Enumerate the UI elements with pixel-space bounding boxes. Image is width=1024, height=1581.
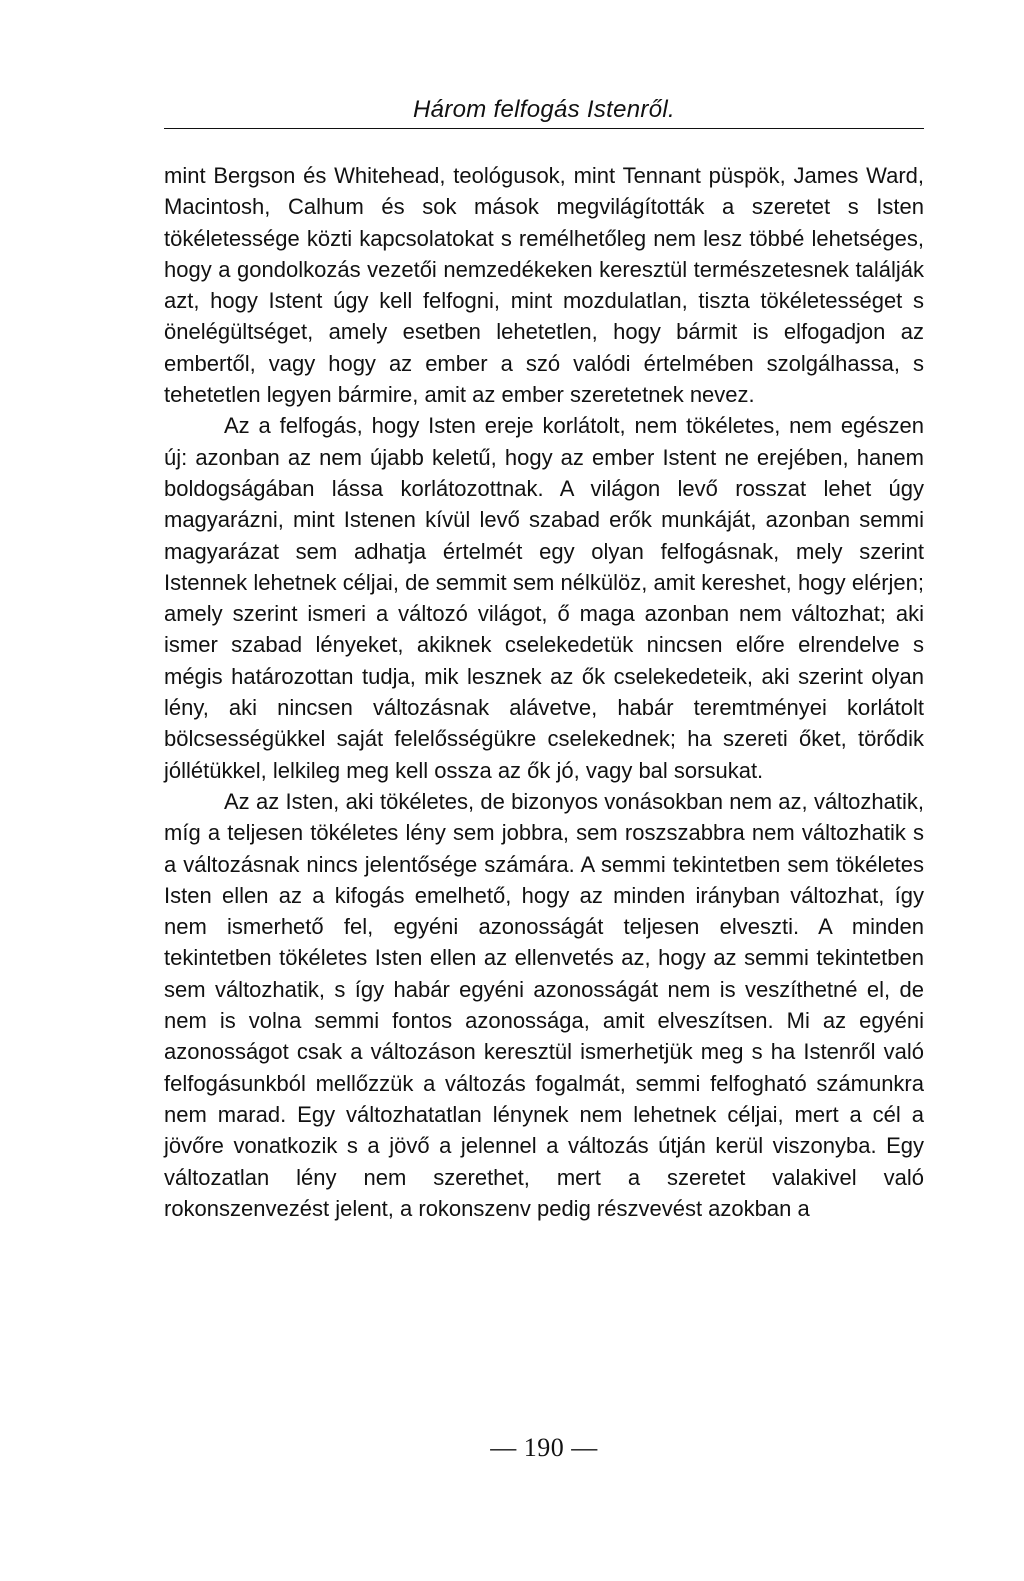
page-number: — 190 — bbox=[490, 1433, 598, 1462]
running-head: Három felfogás Istenről. bbox=[413, 96, 675, 123]
paragraph: Az az Isten, aki tökéletes, de bizonyos vonásokban nem az, változhatik, míg a teljesen tökéletes lény sem jobbra, sem roszszabbra nem változhatik s a változásnak nincs jelentősége számára. A semmi tekintetben sem tökéletes Isten ellen az a kifogás emelhető, hogy az minden irányban változhat, így nem ismerhető fel, egyéni azonosságát teljesen elveszti. A minden tekintetben tökéletes Isten ellen az ellenvetés az, hogy az semmi tekintetben sem változhatik, s így habár egyéni azonosságát nem is veszíthetné el, de nem is volna semmi fontos azonossága, amit elveszítsen. Mi az egyéni azonosságot csak a változáson keresztül ismerhetjük meg s ha Istenről való felfogásunkból mellőzzük a változás fogalmát, semmi felfogható számunkra nem marad. Egy változhatatlan lénynek nem lehetnek céljai, mert a cél a jövőre vonatkozik s a jövő a jelennel a változás útján kerül viszonyba. Egy változatlan lény nem szerethet, mert a szeretet valakivel való rokonszenvezést jelent, a rokonszenv pedig részvevést azokban a bbox=[164, 788, 924, 1221]
body-text bbox=[164, 160, 924, 1224]
paragraph: mint Bergson és Whitehead, teológusok, mint Tennant püspök, James Ward, Macintosh, Calhum és sok mások megvilágították a szeretet s Isten tökéletessége közti kapcsolatokat s remélhetőleg nem lesz többé lehetséges, hogy a gondolkozás vezetői nemzedékeken keresztül természetesnek találják azt, hogy Istent úgy kell felfogni, mint mozdulatlan, tiszta tökéletességet s önelégültséget, amely esetben lehetetlen, hogy bármit is elfogadjon az embertől, vagy hogy az ember a szó valódi értelmében szolgálhassa, s tehetetlen legyen bármire, amit az ember szeretetnek nevez. bbox=[164, 163, 924, 408]
header-rule bbox=[164, 128, 924, 129]
paragraph: Az a felfogás, hogy Isten ereje korlátolt, nem tökéletes, nem egészen új: azonban az nem újabb keletű, hogy az ember Istent ne erejében, hanem boldogságában lássa korlátozottnak. A világon levő rosszat lehet úgy magyarázni, mint Istenen kívül levő szabad erők munkáját, azonban semmi magyarázat sem adhatja értelmét egy olyan felfogásnak, mely szerint Istennek lehetnek céljai, de semmit sem nélkülöz, amit kereshet, hogy elérjen; amely szerint ismeri a változó világot, ő maga azonban nem változhat; aki ismer szabad lényeket, akiknek cselekedetük nincsen előre elrendelve s mégis határozottan tudja, mik lesznek az ők cselekedeteik, aki szerint olyan lény, aki nincsen változásnak alávetve, habár teremtményei korlátolt bölcsességükkel saját felelősségükre cselekednek; ha szereti őket, törődik jóllétükkel, lelkileg meg kell ossza az ők jó, vagy bal sorsukat. bbox=[164, 413, 924, 783]
